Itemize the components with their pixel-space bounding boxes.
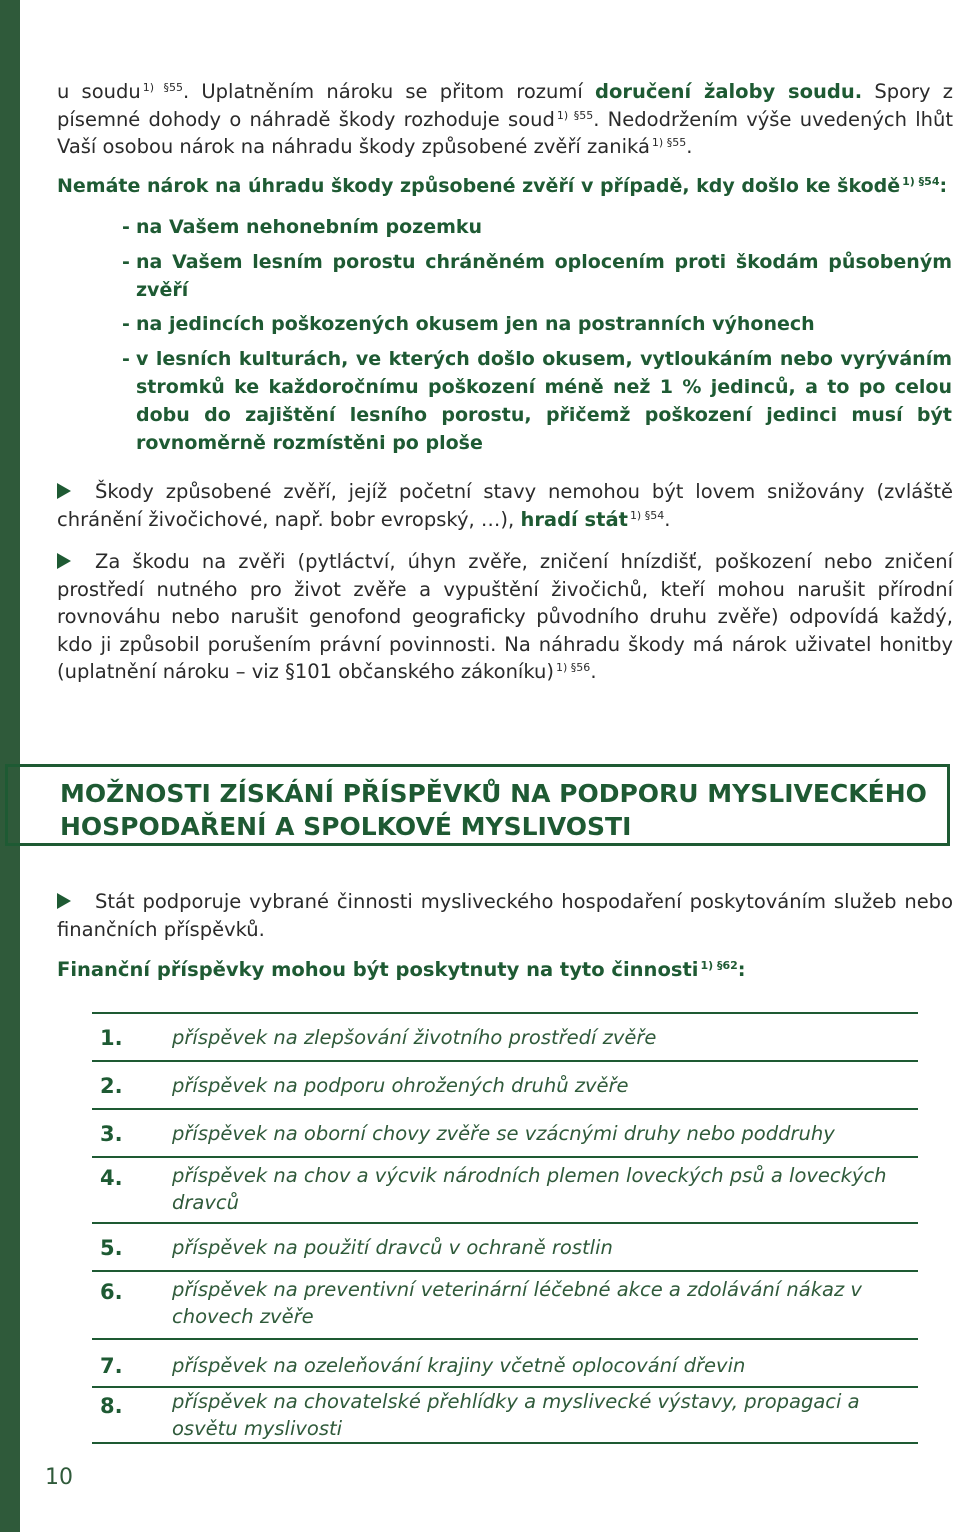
legal-ref: 1) §55	[142, 81, 183, 94]
list-item: 2. příspěvek na podporu ohrožených druhů zvěře	[92, 1060, 918, 1062]
exclusion-item: - v lesních kulturách, ve kterých došlo okusem, vytloukáním nebo vyrýváním stromků ke každoročnímu poškození méně než 1 % jedinců, a to po celou dobu do zajištění lesního porostu, přičemž poškození jedinci musí být rovnoměrně rozmístěni po ploše	[122, 348, 952, 454]
list-item: 1. příspěvek na zlepšování životního prostředí zvěře	[92, 1012, 918, 1014]
bullet-arrow-icon	[57, 553, 71, 569]
intro-paragraph: u soudu $^{1) \S 55}$. Uplatněním nároku se přitom rozumí doručení žaloby soudu. Spory z písemné dohody o náhradě škody rozhoduje soud $^{1) \S 55}$. Nedodržením výše uvedených lhůt Vaší osobou nárok na náhradu škody způsobené zvěří zaniká $^{1) \S 55}$.	[57, 80, 953, 158]
list-item: 6. příspěvek na preventivní veterinární léčebné akce a zdolávání nákaz v chovech zvěře	[92, 1270, 918, 1272]
exclusion-item: - na jedincích poškozených okusem jen na postranních výhonech	[122, 313, 815, 335]
bullet-arrow-icon	[57, 893, 71, 909]
list-bottom-rule	[92, 1442, 918, 1444]
legal-ref: 1) §55	[651, 136, 687, 149]
page-number: 10	[45, 1465, 73, 1490]
list-item: 5. příspěvek na použití dravců v ochraně rostlin	[92, 1222, 918, 1224]
protected-species-paragraph: Škody způsobené zvěří, jejíž početní stavy nemohou být lovem snižovány (zvláště chránění živočichové, např. bobr evropský, …), hradí stát $^{1) \S 54}$.	[57, 480, 953, 531]
list-item: 4. příspěvek na chov a výcvik národních plemen loveckých psů a loveckých dravců	[92, 1156, 918, 1158]
list-item: 7. příspěvek na ozeleňování krajiny včetně oplocování dřevin	[92, 1338, 918, 1340]
section-heading: MOŽNOSTI ZÍSKÁNÍ PŘÍSPĚVKŮ NA PODPORU MYSLIVECKÉHO HOSPODAŘENÍ A SPOLKOVÉ MYSLIVOSTI	[60, 779, 927, 841]
exclusion-item: - na Vašem lesním porostu chráněném oplocením proti škodám působeným zvěří	[122, 251, 952, 301]
liability-paragraph: Za škodu na zvěři (pytláctví, úhyn zvěře, zničení hnízdišť, poškození nebo zničení prostředí nutného pro život zvěře a vypuštění živočichů, kteří mohou narušit přírodní rovnováhu nebo narušit genofond geograficky původního druhu zvěře) odpovídá každý, kdo ji způsobil porušením právní povinnosti. Na náhradu škody má nárok uživatel honitby (uplatnění nároku – viz §101 občanského zákoníku) $^{1) \S 56}$.	[57, 550, 953, 683]
exclusions-heading: Nemáte nárok na úhradu škody způsobené zvěří v případě, kdy došlo ke škodě $^{1) \S 54}$:	[57, 175, 948, 197]
exclusion-item: - na Vašem nehonebním pozemku	[122, 216, 483, 238]
legal-ref: 1) §55	[556, 108, 594, 122]
emphasis-state-pays: hradí stát	[520, 507, 628, 531]
state-support-paragraph: Stát podporuje vybrané činnosti mysliveckého hospodaření poskytováním služeb nebo finančních příspěvků.	[57, 890, 953, 941]
list-item: 3. příspěvek na oborní chovy zvěře se vzácnými druhy nebo poddruhy	[92, 1108, 918, 1110]
bullet-arrow-icon	[57, 483, 71, 499]
emphasis-delivery: doručení žaloby soudu.	[595, 80, 863, 103]
list-item: 8. příspěvek na chovatelské přehlídky a myslivecké výstavy, propagaci a osvětu myslivosti	[92, 1386, 918, 1388]
financial-heading: Finanční příspěvky mohou být poskytnuty na tyto činnosti $^{1) \S 62}$:	[57, 958, 746, 981]
section-heading-box	[5, 764, 950, 846]
